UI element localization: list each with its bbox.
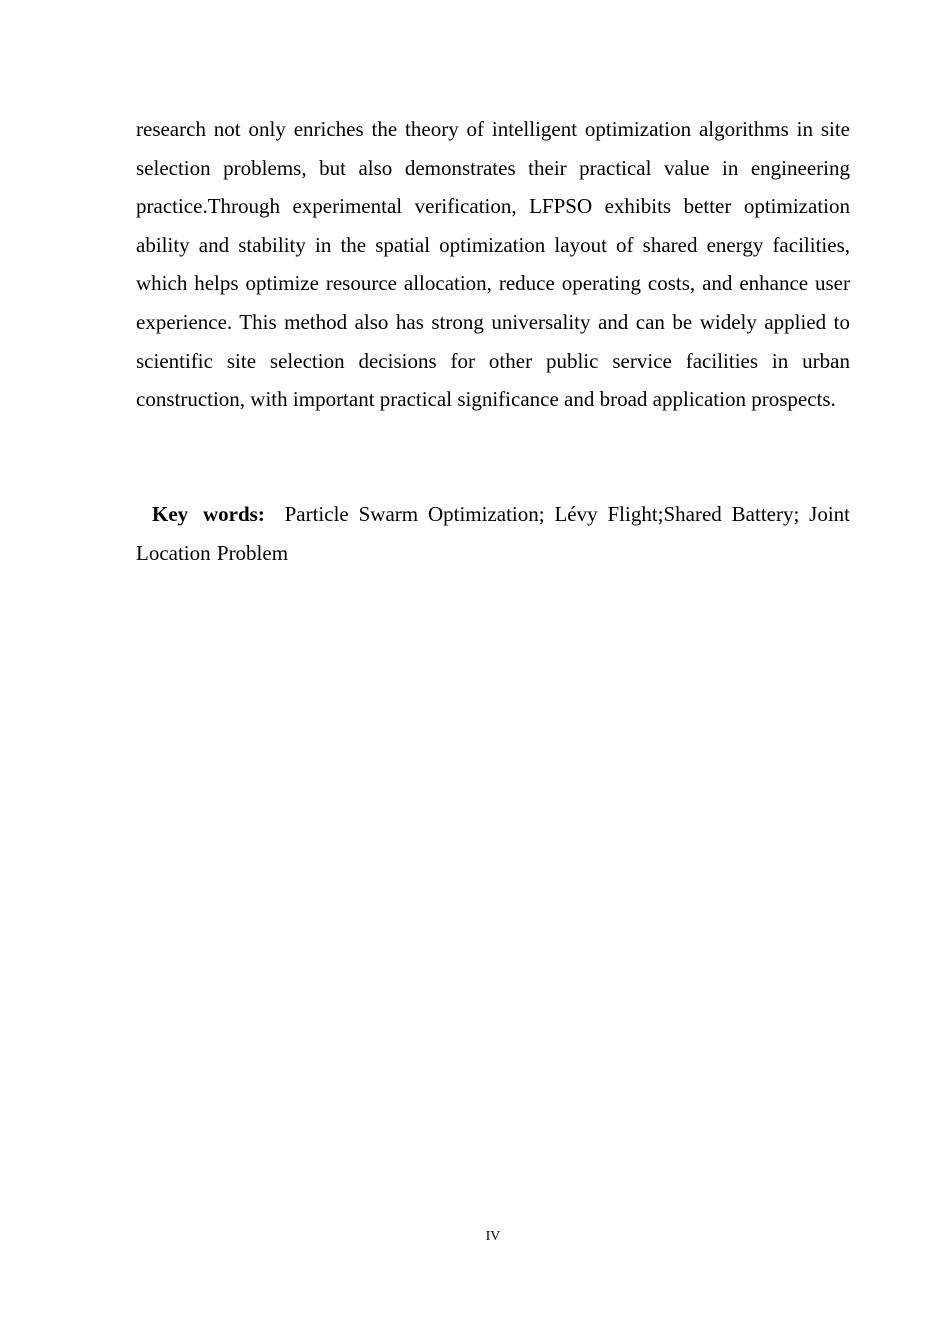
page-number: IV	[485, 1229, 501, 1244]
keywords-label: Key words:	[152, 502, 265, 526]
keywords-paragraph	[136, 495, 850, 572]
keywords-text: Particle Swarm Optimization; Lévy Flight;Shared Battery; Joint Location Problem	[136, 502, 851, 565]
abstract-paragraph: research not only enriches the theory of intelligent optimization algorithms in site selection problems, but also demonstrates their practical value in engineering practice.Through experimental verification, LFPSO exhibits better optimization ability and stability in the spatial optimization layout of shared energy facilities, which helps optimize resource allocation, reduce operating costs, and enhance user experience. This method also has strong universality and can be widely applied to scientific site selection decisions for other public service facilities in urban construction, with important practical significance and broad application prospects.	[136, 117, 850, 412]
